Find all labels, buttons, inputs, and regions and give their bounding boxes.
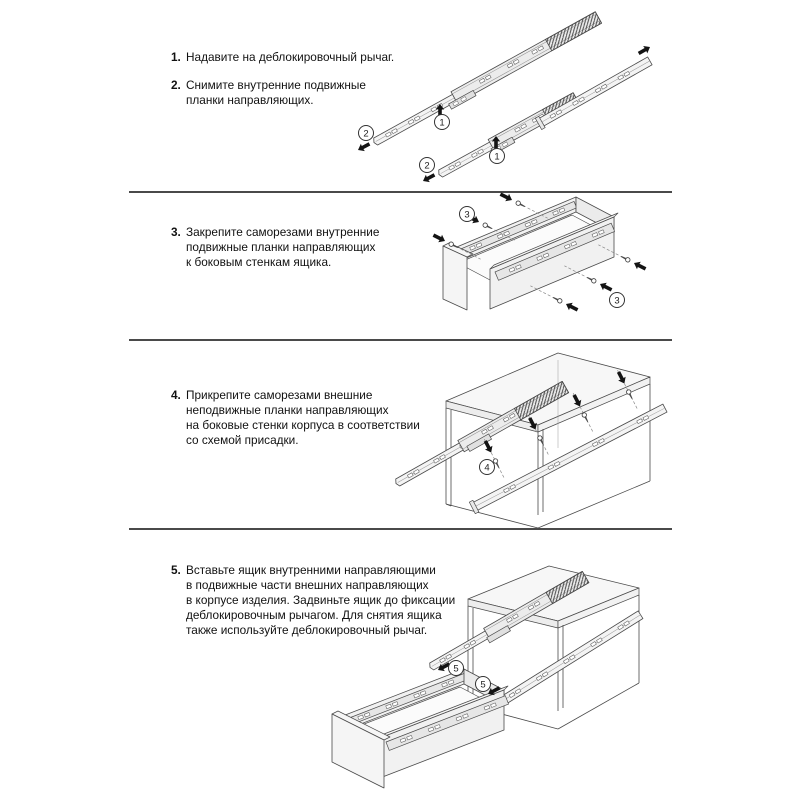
step-text-line: Надавите на деблокировочный рычаг.: [186, 50, 395, 64]
step-text-line: планки направляющих.: [186, 93, 314, 107]
diagram-drawer-insertion: [332, 566, 644, 788]
drive-arrow-icon: [499, 190, 514, 203]
step-number: 2.: [171, 78, 181, 92]
drive-arrow-icon: [432, 231, 447, 244]
callout-2: [420, 158, 435, 173]
callout-1: [490, 149, 505, 164]
svg-text:1: 1: [439, 117, 445, 129]
svg-text:5: 5: [453, 663, 459, 675]
screw-icon: [551, 295, 563, 304]
step-text-line: также используйте деблокировочный рычаг.: [186, 623, 428, 637]
drive-arrow-icon: [632, 259, 647, 272]
step-text-line: Прикрепите саморезами внешние: [186, 388, 373, 402]
step-text-line: Снимите внутренние подвижные: [186, 78, 366, 92]
step-text-line: со схемой присадки.: [186, 433, 299, 447]
svg-text:1: 1: [494, 151, 500, 163]
screw-icon: [515, 200, 527, 209]
diagram-cabinet-rails: [393, 353, 668, 528]
svg-text:4: 4: [484, 462, 490, 474]
svg-text:3: 3: [464, 209, 470, 221]
telescopic-slide: [371, 12, 603, 150]
screw-icon: [482, 222, 494, 231]
step-number: 5.: [171, 563, 181, 577]
screw-icon: [581, 412, 590, 424]
inner-rail-strip: [535, 55, 653, 129]
callout-5: [449, 661, 464, 676]
step-text-line: в подвижные части внешних направляющих: [186, 578, 429, 592]
step-text-line: деблокировочным рычагом. Для снятия ящика: [186, 608, 442, 622]
callout-3: [610, 293, 625, 308]
step-text-line: в корпусе изделия. Задвиньте ящик до фиксации: [186, 593, 456, 607]
step-number: 3.: [171, 225, 181, 239]
screw-icon: [585, 275, 597, 284]
step-text-line: Вставьте ящик внутренними направляющими: [186, 563, 436, 577]
step-text-line: неподвижные планки направляющих: [186, 403, 389, 417]
step-text-line: на боковые стенки корпуса в соответствии: [186, 418, 420, 432]
svg-text:5: 5: [480, 679, 486, 691]
step-number: 1.: [171, 50, 181, 64]
screw-icon: [619, 254, 631, 263]
diagram-drawer-rails: [432, 190, 648, 313]
diagram-slide-release: [356, 12, 653, 185]
step-text-line: к боковым стенкам ящика.: [186, 255, 332, 269]
step-text-line: Закрепите саморезами внутренние: [186, 225, 380, 239]
svg-text:2: 2: [363, 128, 369, 140]
remove-arrow-icon: [637, 43, 652, 57]
callout-5: [476, 677, 491, 692]
svg-text:2: 2: [424, 160, 430, 172]
callout-2: [359, 126, 374, 141]
drive-arrow-icon: [564, 300, 579, 313]
step-text-line: подвижные планки направляющих: [186, 240, 376, 254]
step-number: 4.: [171, 388, 181, 402]
callout-1: [435, 115, 450, 130]
pull-arrow-icon: [421, 171, 436, 185]
pull-arrow-icon: [356, 140, 371, 154]
drawer-front-panel: [443, 246, 467, 310]
svg-text:3: 3: [614, 295, 620, 307]
callout-4: [480, 460, 495, 475]
drive-arrow-icon: [598, 280, 613, 293]
callout-3: [460, 207, 475, 222]
